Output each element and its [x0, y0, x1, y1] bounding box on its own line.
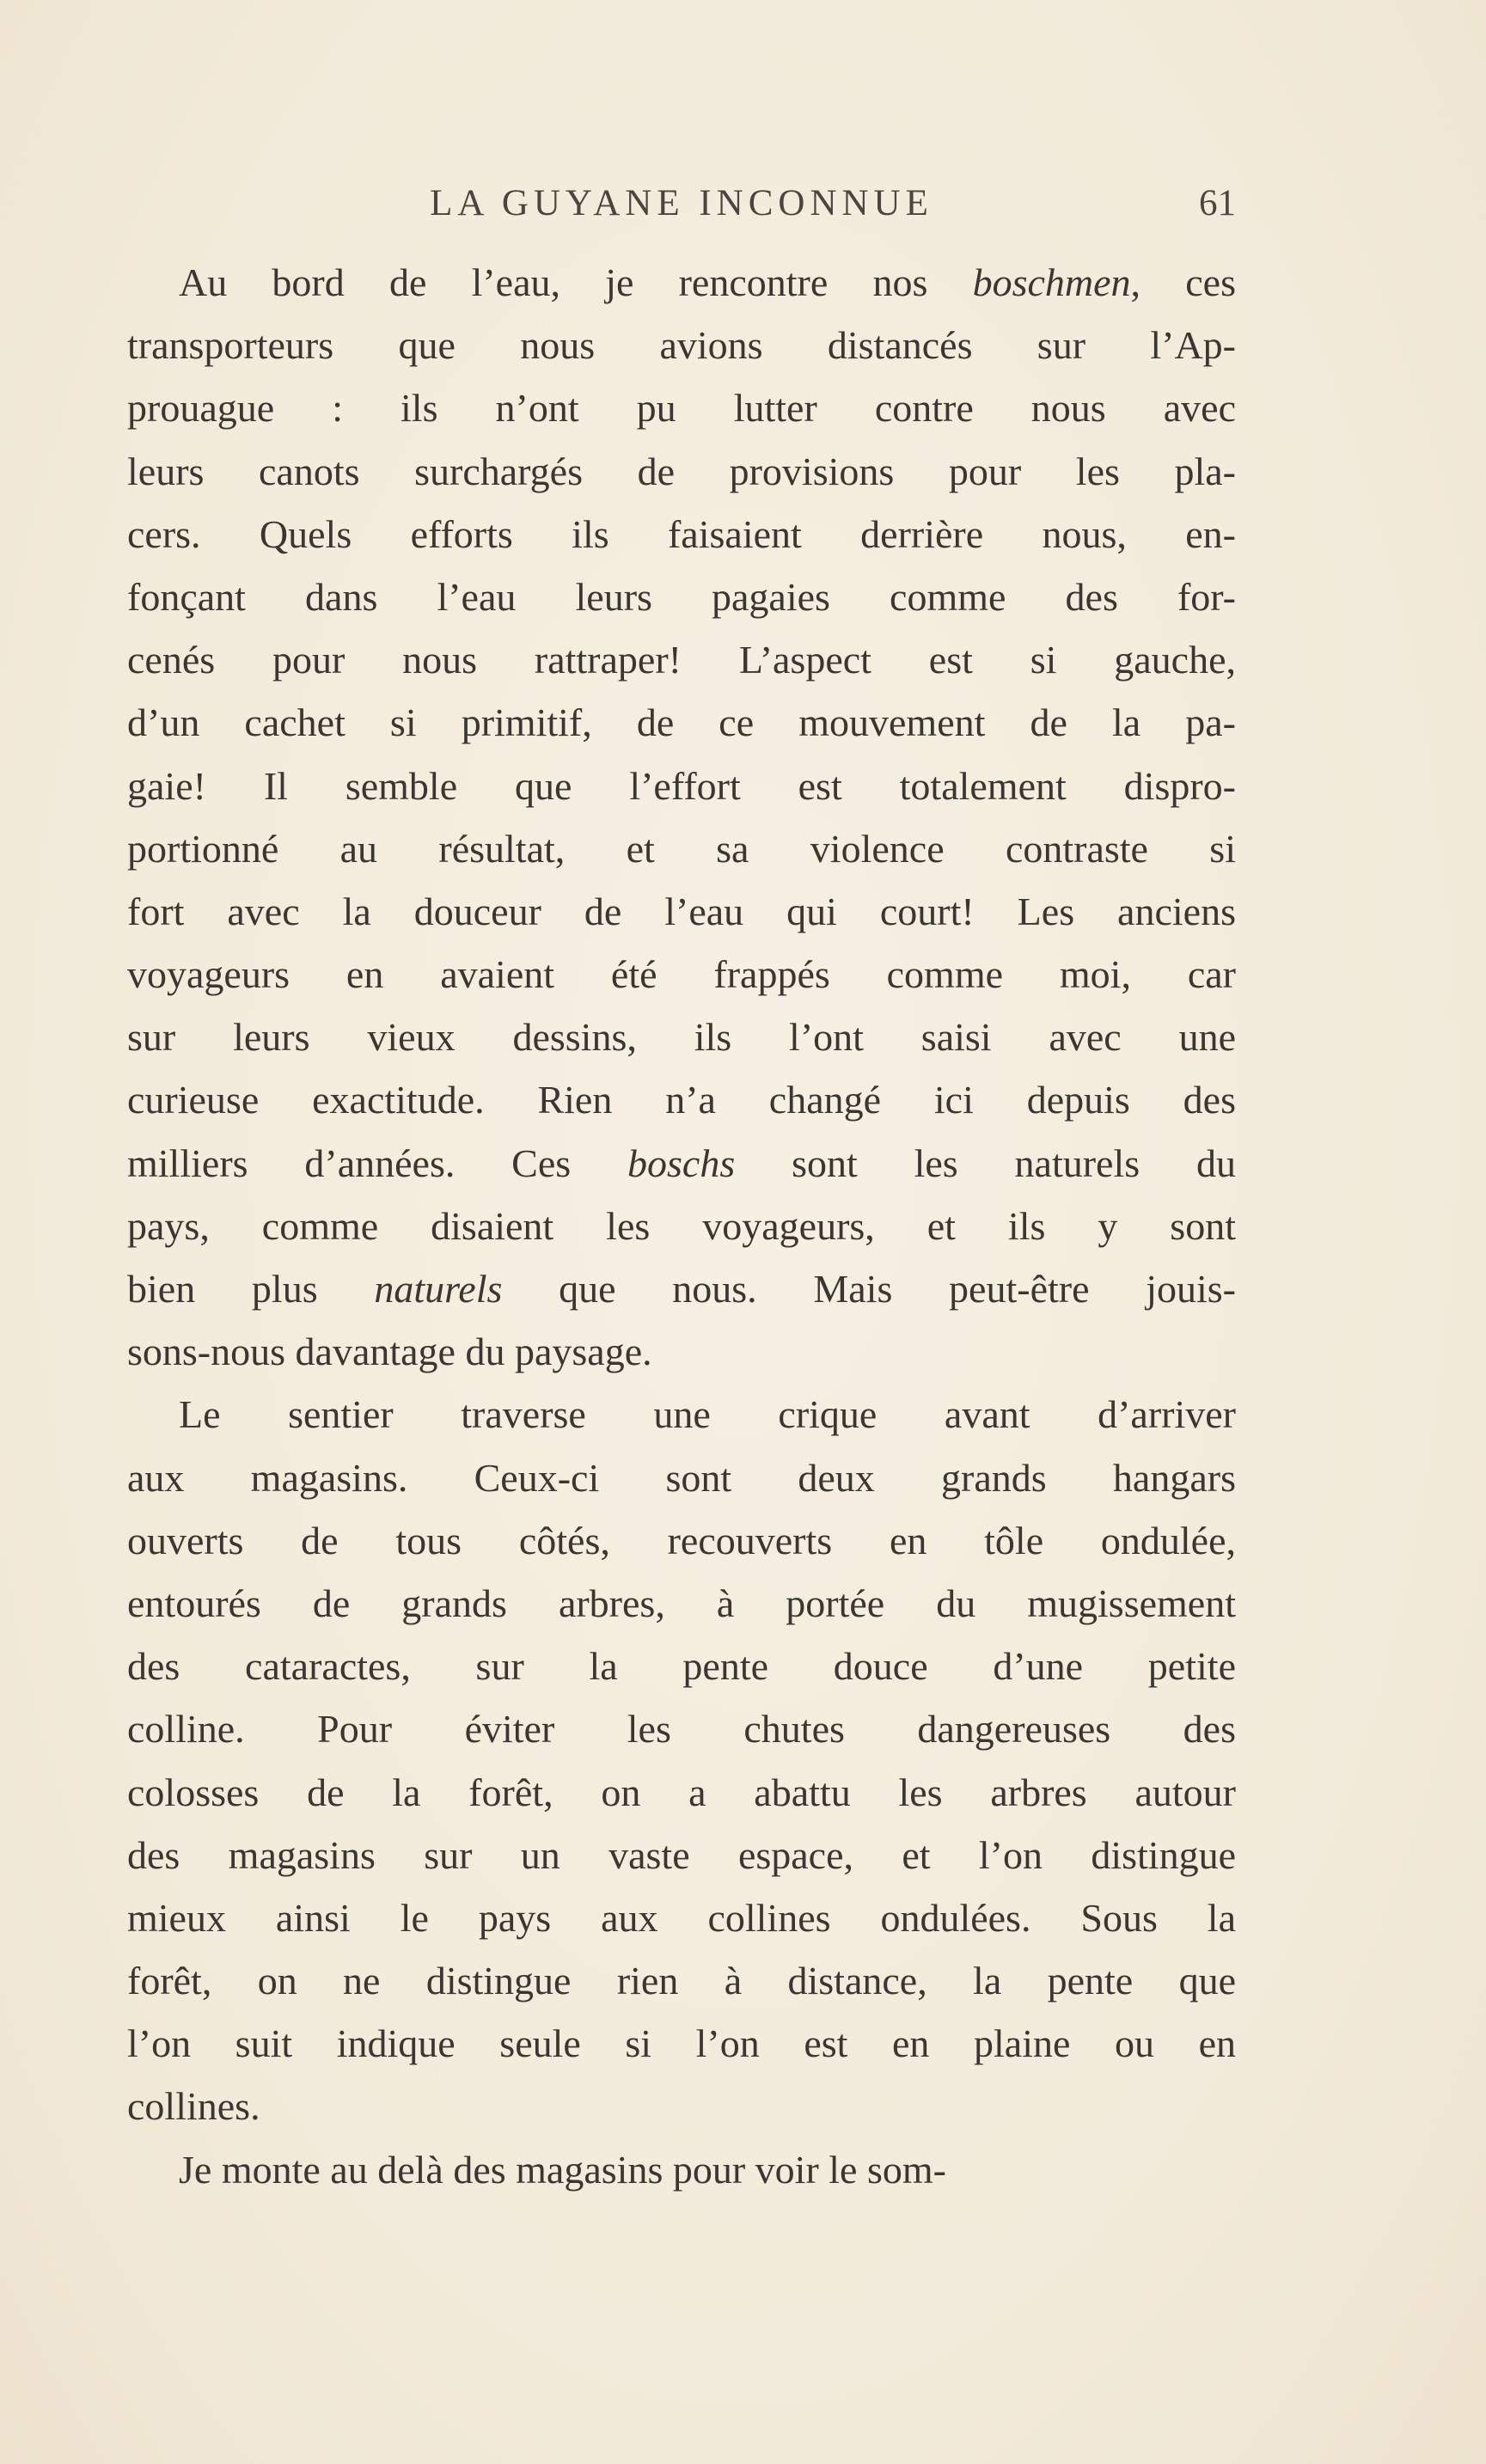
text-line: ouverts de tous côtés, recouverts en tôle ondulée,	[127, 1518, 1236, 1562]
text-line: prouague : ils n’ont pu lutter contre nous avec	[127, 386, 1236, 431]
text-line: fonçant dans l’eau leurs pagaies comme des for-	[127, 574, 1236, 619]
text-line: aux magasins. Ceux-ci sont deux grands hangars	[127, 1455, 1236, 1500]
text-line: milliers d’années. Ces boschs sont les naturels du	[127, 1140, 1236, 1185]
paragraph	[127, 2138, 1236, 2201]
text-line: bien plus naturels que nous. Mais peut-être jouis-	[127, 1267, 1236, 1311]
text-line: portionné au résultat, et sa violence contraste si	[127, 826, 1236, 871]
text-line: Je monte au delà des magasins pour voir le som-	[179, 2147, 946, 2192]
text-line: Le sentier traverse une crique avant d’arriver	[179, 1392, 1236, 1437]
text-line: des magasins sur un vaste espace, et l’on distingue	[127, 1832, 1236, 1877]
italic-term: boschs	[627, 1140, 736, 1185]
running-head	[127, 182, 1236, 237]
text-line: curieuse exactitude. Rien n’a changé ici depuis des	[127, 1078, 1236, 1122]
text-line: voyageurs en avaient été frappés comme moi, car	[127, 952, 1236, 997]
text-line: mieux ainsi le pays aux collines ondulées. Sous la	[127, 1895, 1236, 1940]
text-line: cenés pour nous rattraper! L’aspect est si gauche,	[127, 638, 1236, 682]
text-line: leurs canots surchargés de provisions pour les pla-	[127, 449, 1236, 493]
italic-term: boschmen	[972, 260, 1131, 304]
paragraph	[127, 251, 1236, 1383]
paragraph	[127, 1383, 1236, 2137]
body-text	[127, 251, 1236, 2201]
page-number: 61	[1199, 183, 1236, 223]
text-line: entourés de grands arbres, à portée du mugissement	[127, 1581, 1236, 1625]
text-line: des cataractes, sur la pente douce d’une petite	[127, 1644, 1236, 1689]
italic-term: naturels	[374, 1267, 503, 1311]
text-line: gaie! Il semble que l’effort est totalement dispro-	[127, 763, 1236, 808]
text-line: forêt, on ne distingue rien à distance, la pente que	[127, 1959, 1236, 2003]
text-line: transporteurs que nous avions distancés sur l’Ap-	[127, 323, 1236, 368]
text-line: sons-nous davantage du paysage.	[127, 1330, 652, 1374]
text-line: sur leurs vieux dessins, ils l’ont saisi avec une	[127, 1015, 1236, 1060]
text-line: colline. Pour éviter les chutes dangereuses des	[127, 1707, 1236, 1752]
text-line: d’un cachet si primitif, de ce mouvement de la pa-	[127, 700, 1236, 745]
text-line: collines.	[127, 2084, 260, 2129]
running-title: LA GUYANE INCONNUE	[430, 183, 933, 223]
text-line: cers. Quels efforts ils faisaient derrière nous, en-	[127, 511, 1236, 556]
text-line: colosses de la forêt, on a abattu les arbres autour	[127, 1770, 1236, 1814]
text-line: Au bord de l’eau, je rencontre nos boschmen, ces	[179, 260, 1236, 304]
text-line: l’on suit indique seule si l’on est en plaine ou en	[127, 2021, 1236, 2066]
text-line: fort avec la douceur de l’eau qui court! Les anciens	[127, 889, 1236, 933]
text-line: pays, comme disaient les voyageurs, et ils y sont	[127, 1203, 1236, 1248]
